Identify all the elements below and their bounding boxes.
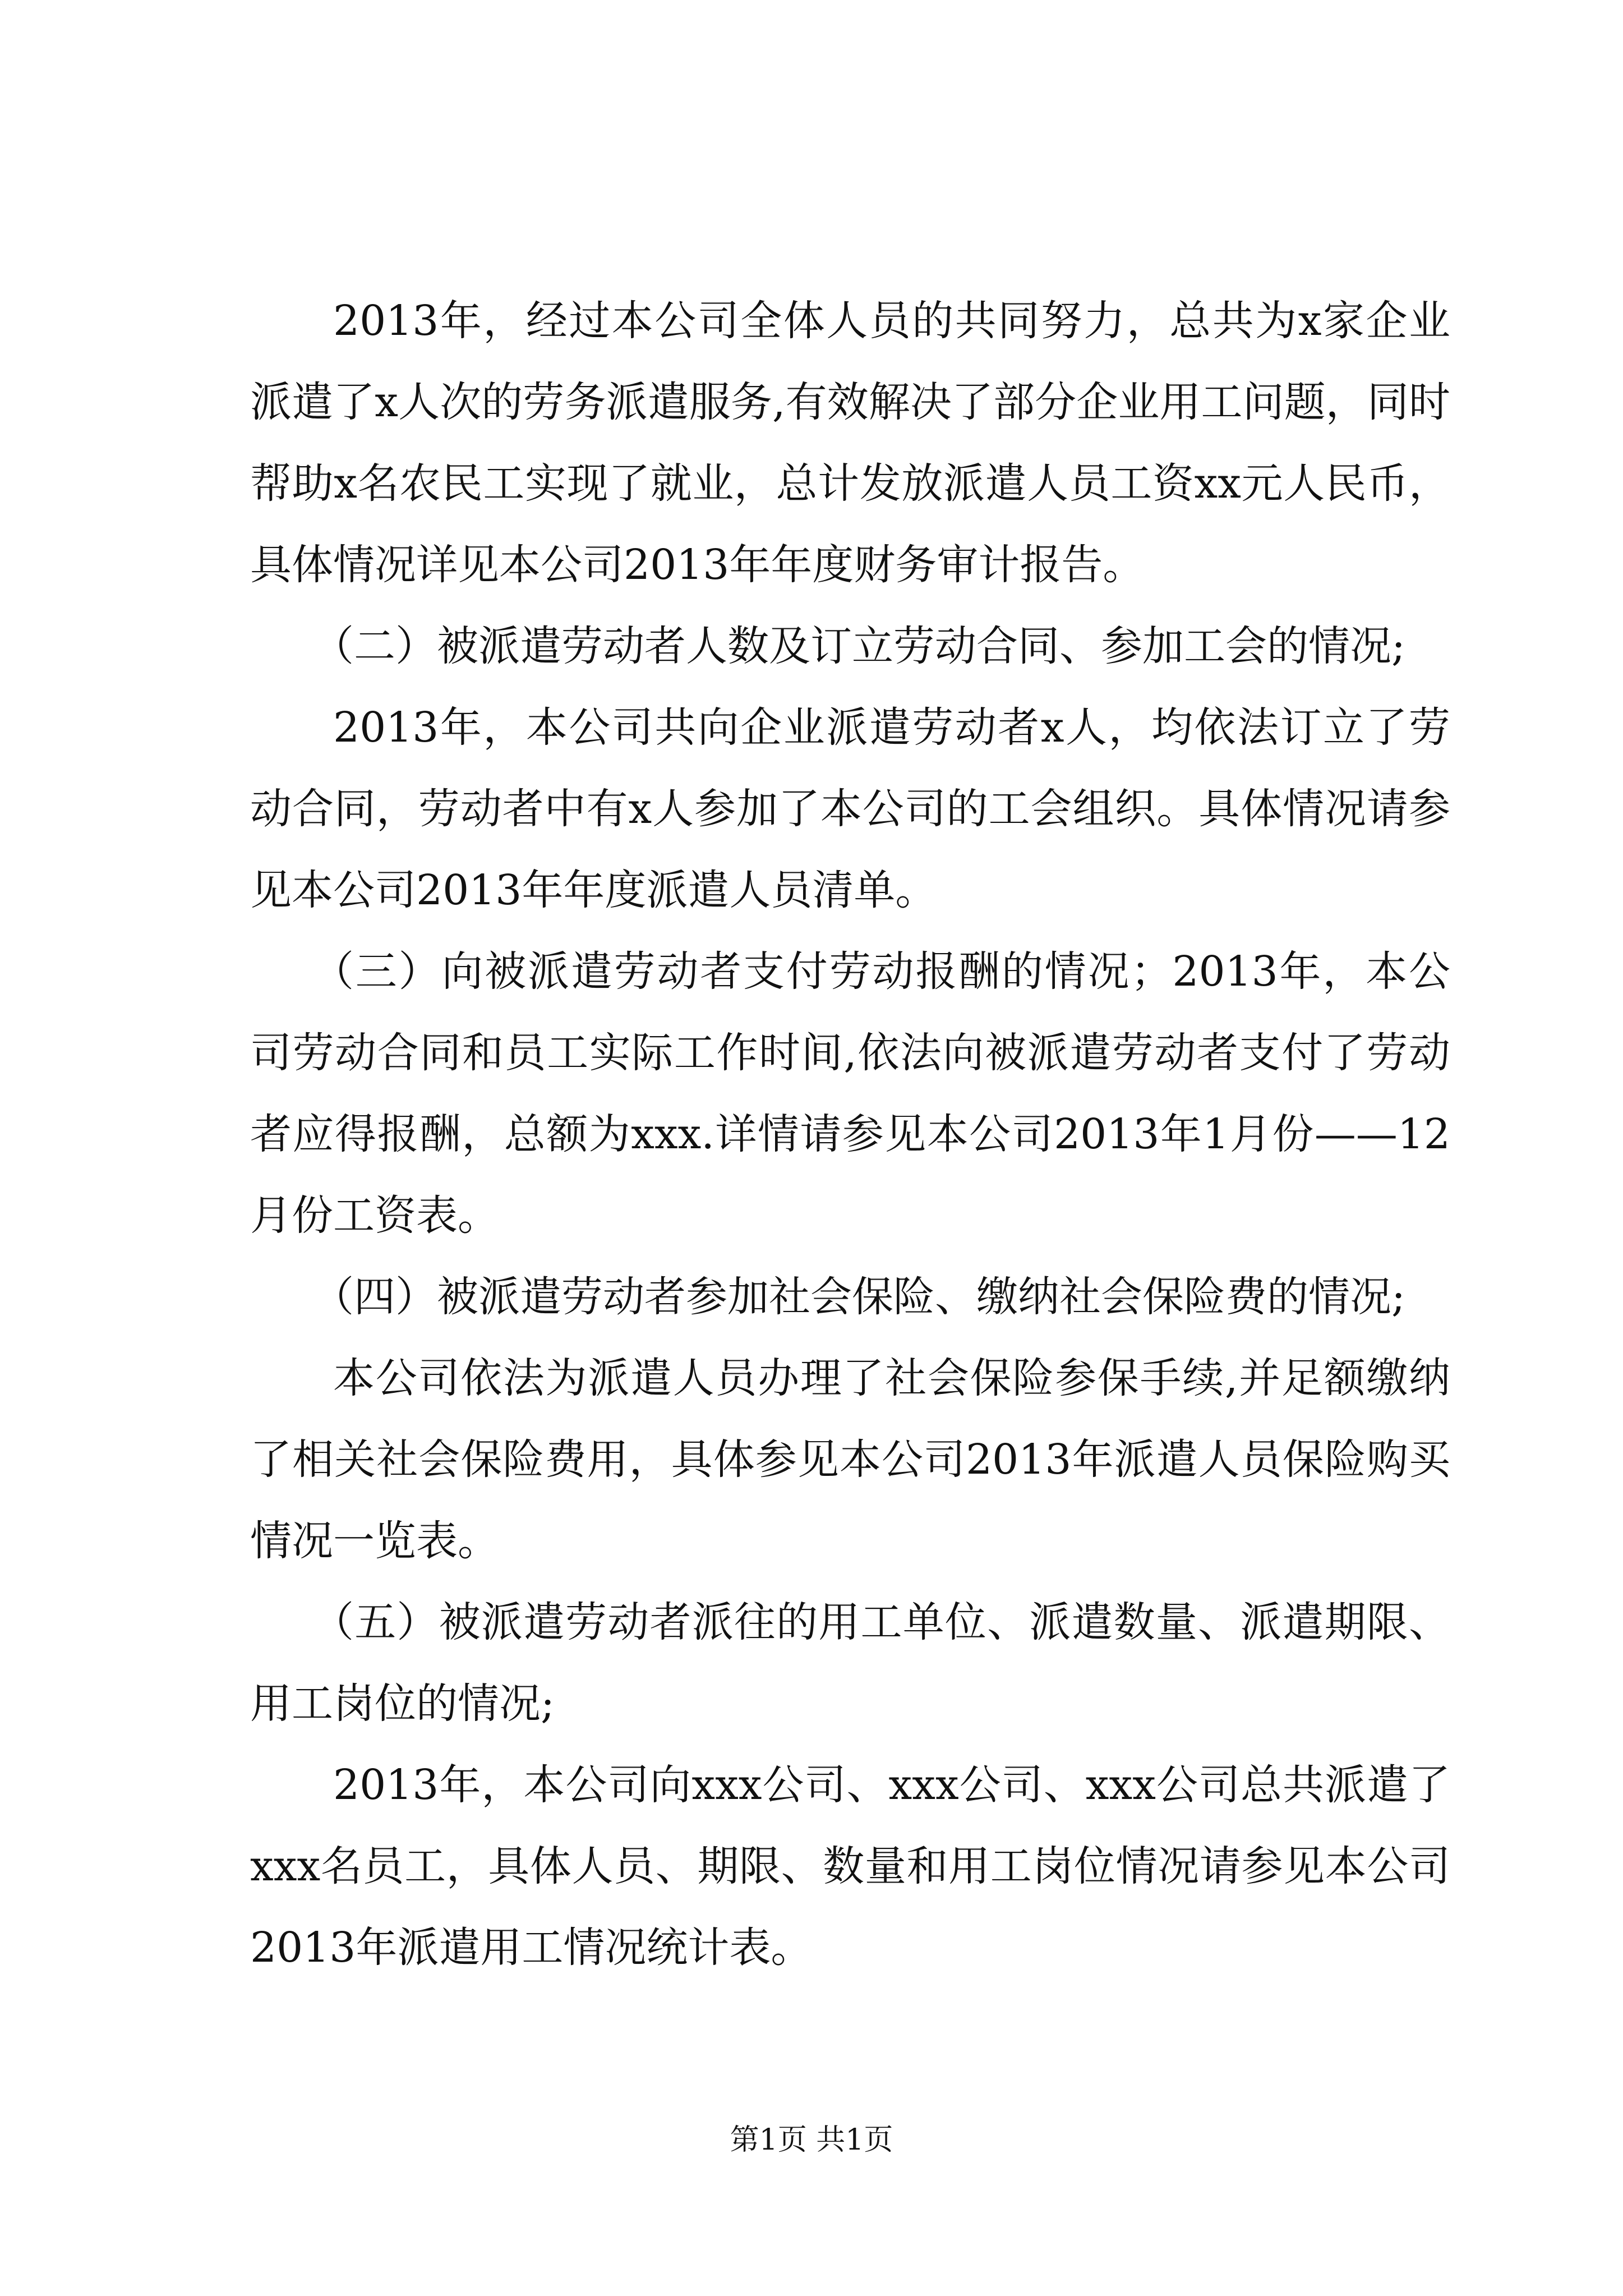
- paragraph-dispatched-count: 2013年，本公司共向企业派遣劳动者x人，均依法订立了劳动合同，劳动者中有x人参加了本公司的工会组织。具体情况请参见本公司2013年年度派遣人员清单。: [250, 703, 1450, 914]
- section-heading-3: （三）向被派遣劳动者支付劳动报酬的情况；2013年，本公司劳动合同和员工实际工作时间,依法向被派遣劳动者支付了劳动者应得报酬，总额为xxx.详情请参见本公司2013年1月份——12月份工资表。: [250, 947, 1450, 1240]
- document-body: [250, 280, 1450, 1989]
- section-heading-5: （五）被派遣劳动者派往的用工单位、派遣数量、派遣期限、用工岗位的情况;: [250, 1598, 1450, 1728]
- section-heading-2: （二）被派遣劳动者人数及订立劳动合同、参加工会的情况;: [312, 622, 1405, 670]
- paragraph-social-insurance: 本公司依法为派遣人员办理了社会保险参保手续,并足额缴纳了相关社会保险费用，具体参见本公司2013年派遣人员保险购买情况一览表。: [250, 1354, 1450, 1565]
- page-footer: [0, 2120, 1623, 2160]
- paragraph-dispatch-units: 2013年，本公司向xxx公司、xxx公司、xxx公司总共派遣了xxx名员工，具体人员、期限、数量和用工岗位情况请参见本公司2013年派遣用工情况统计表。: [250, 1761, 1450, 1972]
- page-number-label: 第1页 共1页: [730, 2123, 893, 2157]
- section-heading-4: （四）被派遣劳动者参加社会保险、缴纳社会保险费的情况;: [312, 1273, 1405, 1321]
- paragraph-summary-2013: 2013年，经过本公司全体人员的共同努力，总共为x家企业派遣了x人次的劳务派遣服务,有效解决了部分企业用工问题，同时帮助x名农民工实现了就业，总计发放派遣人员工资xx元人民币，具体情况详见本公司2013年年度财务审计报告。: [250, 297, 1450, 589]
